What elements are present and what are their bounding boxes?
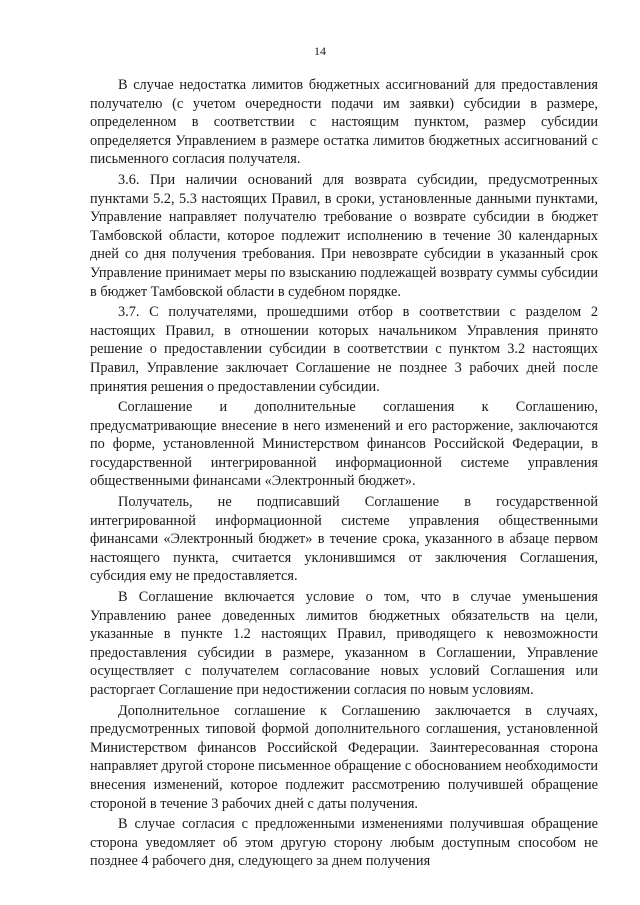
- paragraph-limits-reduction: В Соглашение включается условие о том, что в случае уменьшения Управлению ранее доведенных лимитов бюджетных обязательств на цели, указанные в пункте 1.2 настоящих Правил, приводящего к невозможности предоставления субсидии в размере, указанном в Соглашении, Управление осуществляет с получателем согласование новых условий Соглашения или расторгает Соглашение при недостижении согласия по новым условиям.: [90, 589, 598, 698]
- paragraph-unsigned-recipient: Получатель, не подписавший Соглашение в государственной интегрированной информационной системе управления общественными финансами «Электронный бюджет» в течение срока, указанного в абзаце первом настоящего пункта, считается уклонившимся от заключения Соглашения, субсидия ему не предоставляется.: [90, 494, 598, 585]
- paragraph-3-7: 3.7. С получателями, прошедшими отбор в соответствии с разделом 2 настоящих Правил, в отношении которых начальником Управления принято решение о предоставлении субсидии в соответствии с пунктом 3.2 настоящих Правил, Управление заключает Соглашение не позднее 3 рабочих дней после принятия решения о предоставлении субсидии.: [90, 304, 598, 395]
- page-number: 14: [314, 44, 326, 58]
- paragraph-consent-notice: В случае согласия с предложенными изменениями получившая обращение сторона уведомляет об этом другую сторону любым доступным способом не позднее 4 рабочего дня, следующего за днем получения: [90, 816, 598, 870]
- paragraph-subsidy-shortage: В случае недостатка лимитов бюджетных ассигнований для предоставления получателю (с учетом очередности подачи им заявки) субсидии в размере, определенном в соответствии с настоящим пунктом, размер субсидии определяется Управлением в размере остатка лимитов бюджетных ассигнований с письменного согласия получателя.: [90, 77, 598, 168]
- paragraph-agreement-form: Соглашение и дополнительные соглашения к Соглашению, предусматривающие внесение в него изменений и его расторжение, заключаются по форме, установленной Министерством финансов Российской Федерации, в государственной интегрированной информационной системе управления общественными финансами «Электронный бюджет».: [90, 399, 598, 490]
- document-body: [90, 76, 598, 873]
- paragraph-3-6: 3.6. При наличии оснований для возврата субсидии, предусмотренных пунктами 5.2, 5.3 настоящих Правил, в сроки, установленные данными пунктами, Управление направляет получателю требование о возврате субсидии в бюджет Тамбовской области, которое подлежит исполнению в течение 30 календарных дней со дня получения требования. При невозврате субсидии в указанный срок Управление принимает меры по взысканию подлежащей возврату суммы субсидии в бюджет Тамбовской области в судебном порядке.: [90, 171, 598, 300]
- paragraph-additional-agreement: Дополнительное соглашение к Соглашению заключается в случаях, предусмотренных типовой формой дополнительного соглашения, установленной Министерством финансов Российской Федерации. Заинтересованная сторона направляет другой стороне письменное обращение с обоснованием необходимости внесения изменений, которое подлежит рассмотрению получившей обращение стороной в течение 3 рабочих дней с даты получения.: [90, 702, 598, 812]
